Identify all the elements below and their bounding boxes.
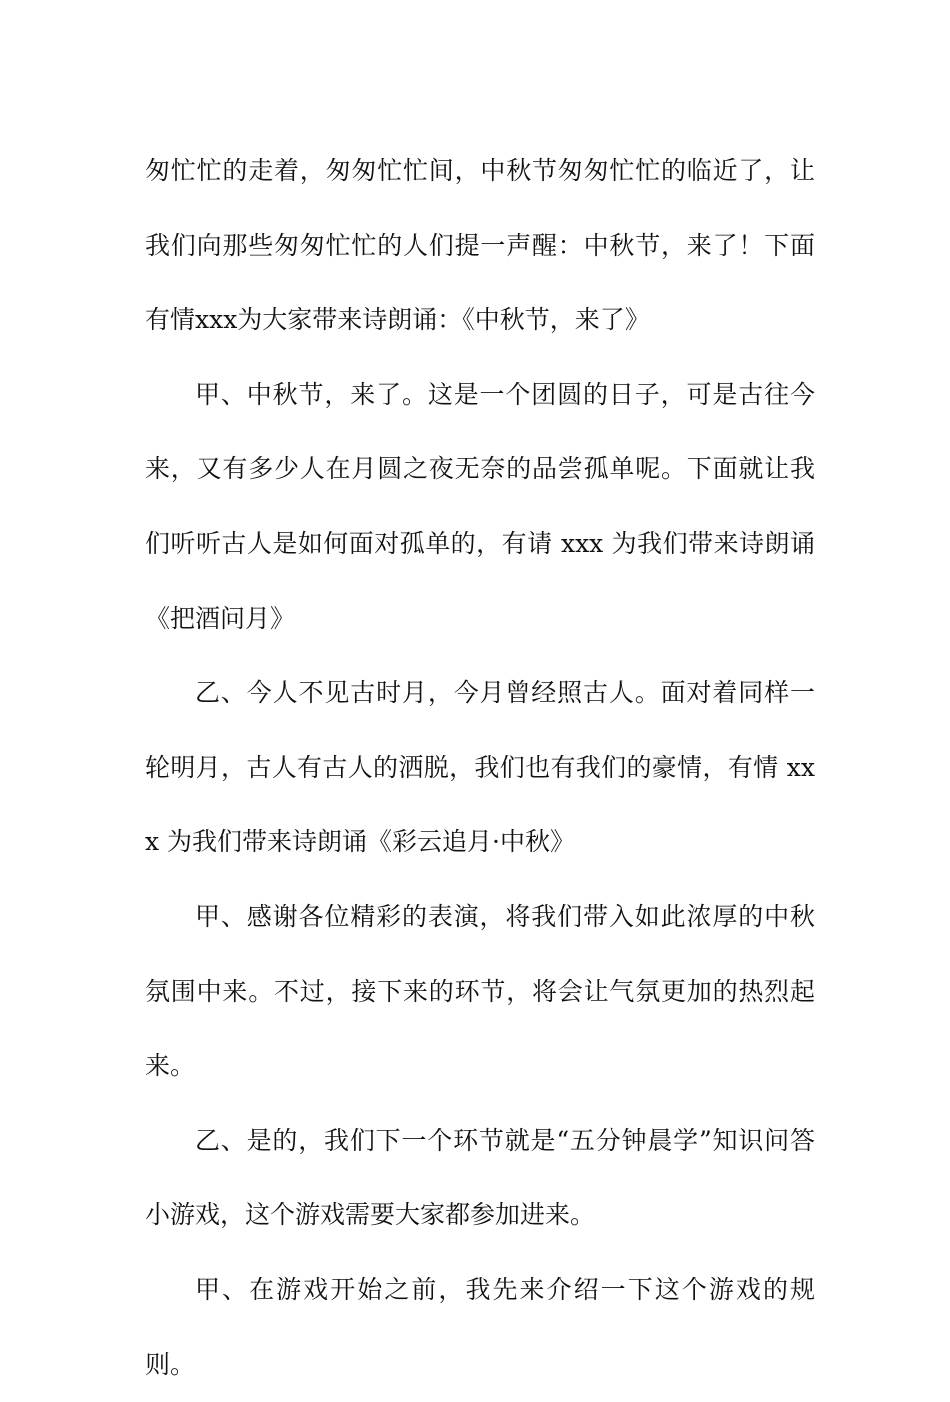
paragraph-5: 乙、是的，我们下一个环节就是“五分钟晨学”知识问答小游戏，这个游戏需要大家都参加进来。 bbox=[145, 1125, 815, 1230]
paragraph-3: 乙、今人不见古时月，今月曾经照古人。面对着同样一轮明月，古人有古人的洒脱，我们也有我们的豪情，有情 xxx 为我们带来诗朗诵《彩云追月·中秋》 bbox=[145, 678, 815, 857]
paragraph-6: 甲、在游戏开始之前，我先来介绍一下这个游戏的规则。 bbox=[145, 1274, 815, 1379]
paragraph-4: 甲、感谢各位精彩的表演，将我们带入如此浓厚的中秋氛围中来。不过，接下来的环节，将会让气氛更加的热烈起来。 bbox=[145, 901, 815, 1081]
document-body bbox=[145, 134, 815, 1402]
paragraph-2: 甲、中秋节，来了。这是一个团圆的日子，可是古往今来，又有多少人在月圆之夜无奈的品尝孤单呢。下面就让我们听听古人是如何面对孤单的，有请 xxx 为我们带来诗朗诵《把酒问月》 bbox=[145, 379, 815, 633]
paragraph-1: 匆忙忙的走着，匆匆忙忙间，中秋节匆匆忙忙的临近了，让我们向那些匆匆忙忙的人们提一声醒：中秋节，来了！下面有情xxx为大家带来诗朗诵：《中秋节，来了》 bbox=[145, 156, 815, 335]
